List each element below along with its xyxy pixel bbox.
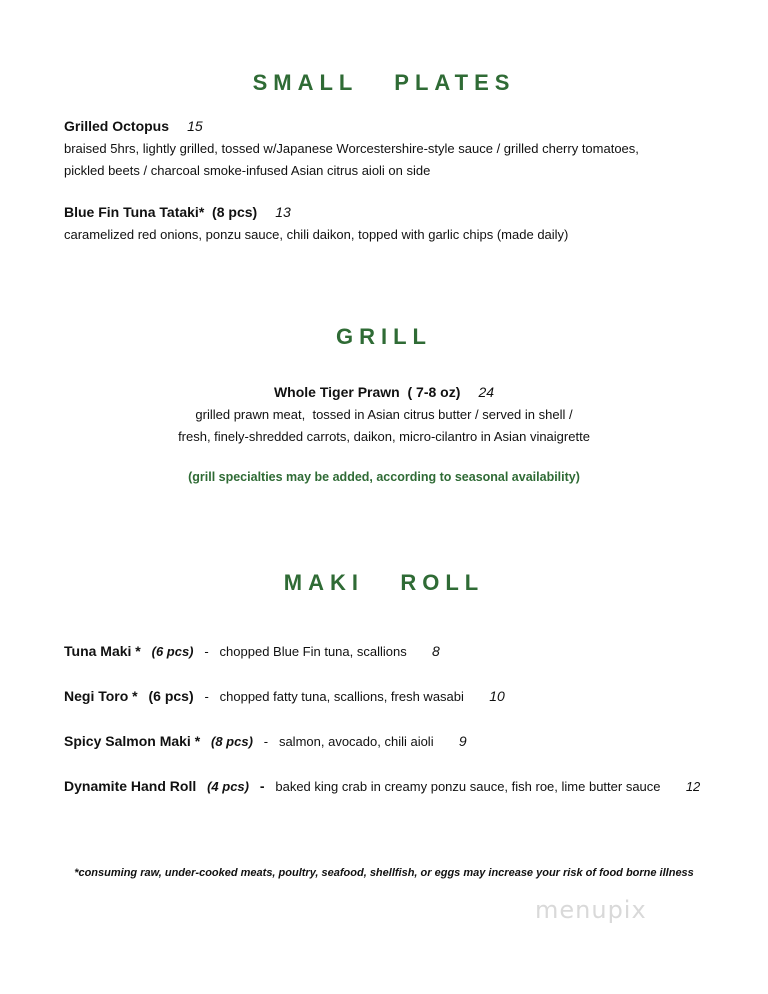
item-description: chopped fatty tuna, scallions, fresh wasabi	[219, 689, 464, 704]
item-name: Negi Toro *	[64, 688, 138, 704]
maki-item-spicy-salmon-maki	[64, 733, 467, 749]
item-pieces: (6 pcs)	[148, 688, 194, 704]
item-name: Blue Fin Tuna Tataki* (8 pcs)	[64, 204, 258, 220]
item-name: Spicy Salmon Maki *	[64, 733, 201, 749]
menupix-watermark: menupix	[535, 896, 647, 924]
item-name: Grilled Octopus	[64, 118, 170, 134]
item-price: 9	[458, 733, 467, 749]
item-price: 10	[489, 688, 505, 704]
grill-seasonal-note: (grill specialties may be added, according to seasonal availability)	[188, 470, 580, 484]
item-price: 15	[187, 118, 203, 134]
item-name: Dynamite Hand Roll	[64, 778, 197, 794]
item-pieces: (4 pcs)	[207, 779, 249, 794]
item-separator: -	[263, 734, 269, 749]
menu-item-blue-fin-tuna-tataki	[64, 201, 568, 246]
item-price: 13	[275, 204, 291, 220]
item-separator: -	[204, 689, 209, 704]
item-description-line: caramelized red onions, ponzu sauce, chili daikon, topped with garlic chips (made daily)	[64, 227, 569, 242]
section-title-maki-roll: MAKI ROLL	[283, 570, 485, 595]
item-price: 24	[478, 384, 495, 400]
item-name: Tuna Maki *	[64, 643, 141, 659]
item-pieces: (8 pcs)	[211, 734, 253, 749]
item-description-line: braised 5hrs, lightly grilled, tossed w/Japanese Worcestershire-style sauce / grilled cherry tomatoes,	[64, 141, 639, 156]
item-description: salmon, avocado, chili aioli	[278, 734, 434, 749]
item-description-line: grilled prawn meat, tossed in Asian citrus butter / served in shell /	[195, 407, 573, 422]
section-title-small-plates: SMALL PLATES	[252, 70, 516, 95]
item-description-line: fresh, finely-shredded carrots, daikon, micro-cilantro in Asian vinaigrette	[178, 429, 590, 444]
item-separator: -	[259, 778, 265, 794]
item-pieces: (6 pcs)	[151, 644, 194, 659]
item-description-line: pickled beets / charcoal smoke-infused Asian citrus aioli on side	[64, 163, 431, 178]
item-description: baked king crab in creamy ponzu sauce, fish roe, lime butter sauce	[275, 779, 661, 794]
item-description: chopped Blue Fin tuna, scallions	[219, 644, 407, 659]
item-price: 8	[432, 643, 440, 659]
maki-item-negi-toro	[64, 688, 505, 704]
menu-item-grilled-octopus	[64, 115, 639, 182]
item-separator: -	[204, 644, 209, 659]
menu-item-whole-tiger-prawn	[0, 381, 768, 448]
maki-item-dynamite-hand-roll	[64, 778, 700, 794]
section-title-grill: GRILL	[336, 324, 432, 349]
item-name: Whole Tiger Prawn ( 7-8 oz)	[273, 384, 461, 400]
item-price: 12	[685, 779, 701, 794]
food-safety-disclaimer: *consuming raw, under-cooked meats, poultry, seafood, shellfish, or eggs may increase your risk of food borne illness	[74, 867, 694, 879]
maki-item-tuna-maki	[64, 643, 440, 659]
